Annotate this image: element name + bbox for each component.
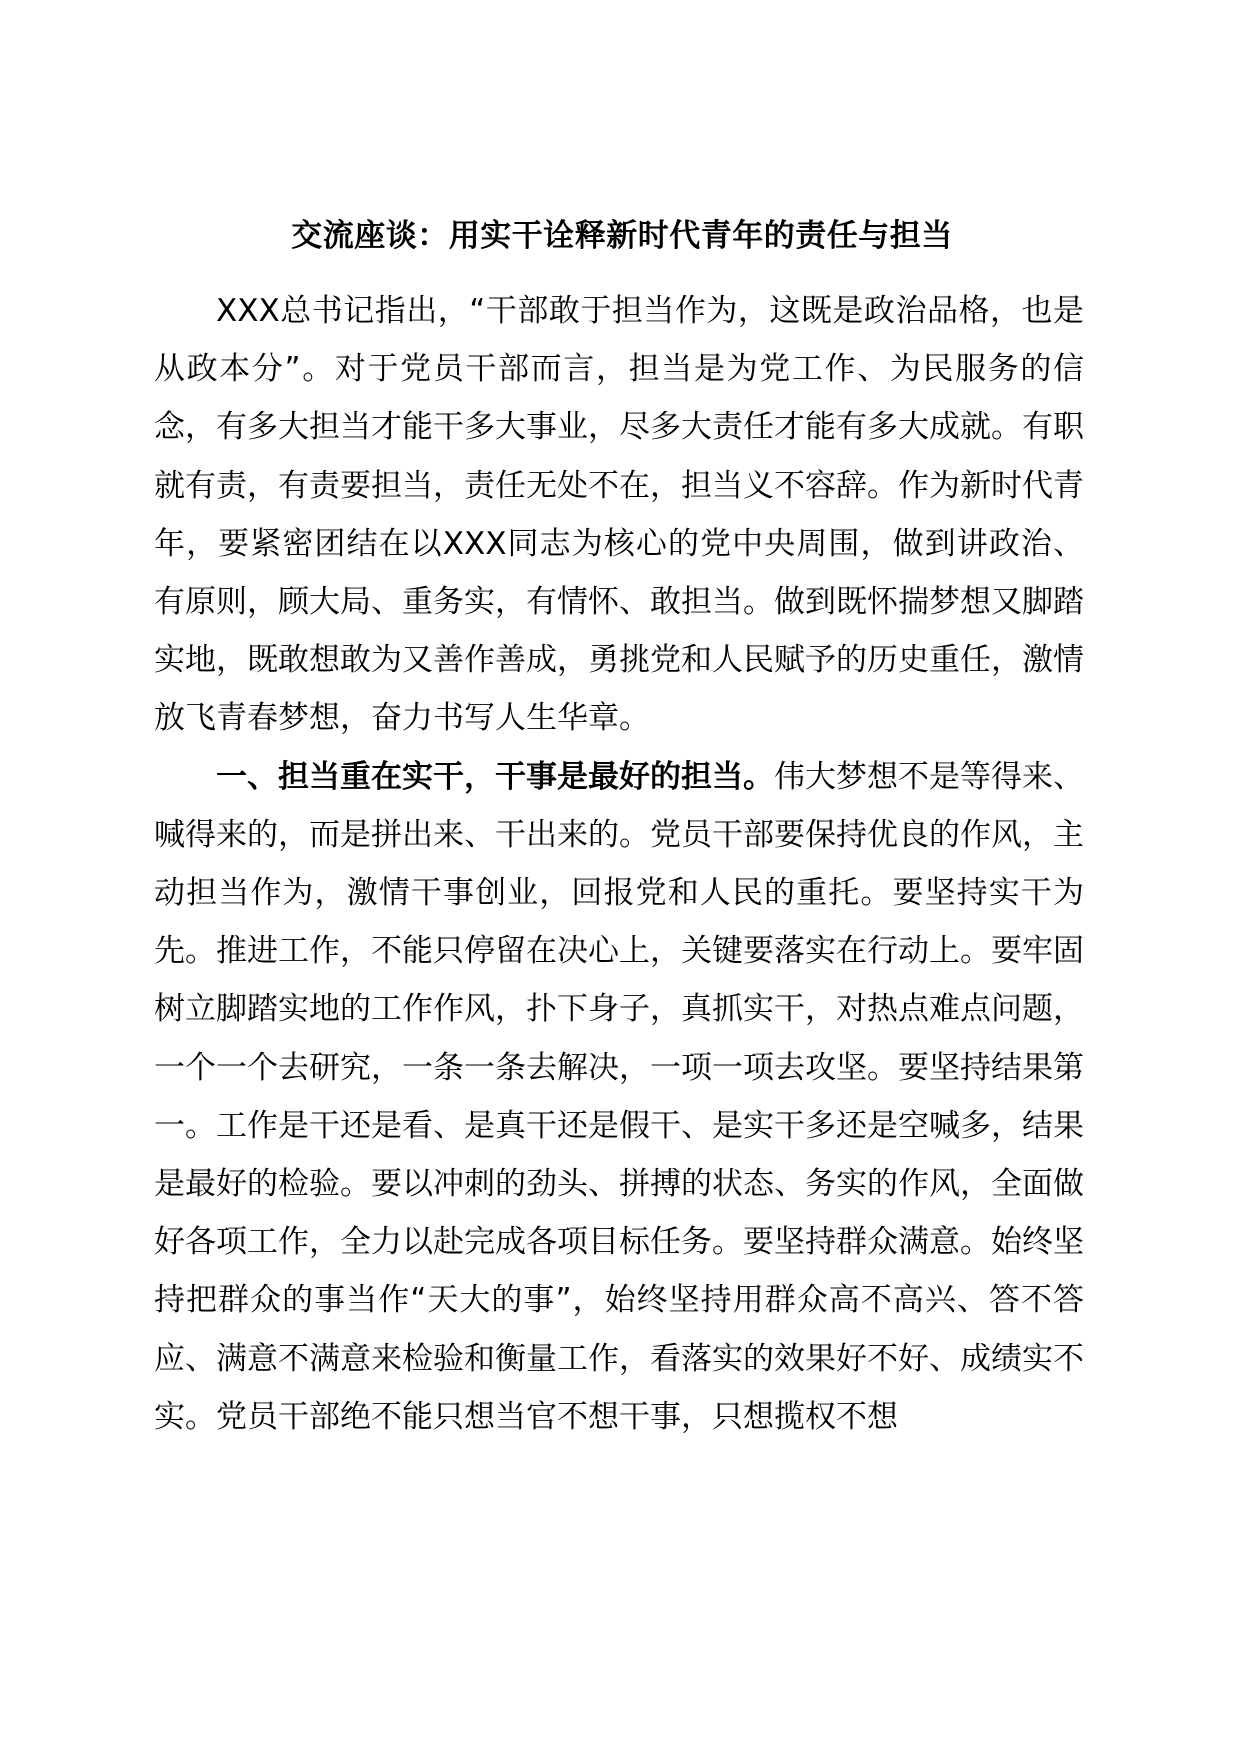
paragraph-text: XXX总书记指出，“干部敢于担当作为，这既是政治品格，也是从政本分”。对于党员干部而言，担当是为党工作、为民服务的信念，有多大担当才能干多大事业，尽多大责任才能有多大成就。有职就有责，有责要担当，责任无处不在，担当义不容辞。作为新时代青年，要紧密团结在以XXX同志为核心的党中央周围，做到讲政治、有原则，顾大局、重务实，有情怀、敢担当。做到既怀揣梦想又脚踏实地，既敢想敢为又善作善成，勇挑党和人民赋予的历史重任，激情放飞青春梦想，奋力书写人生华章。 bbox=[154, 293, 1084, 737]
paragraph-text: 伟大梦想不是等得来、喊得来的，而是拼出来、干出来的。党员干部要保持优良的作风，主动担当作为，激情干事创业，回报党和人民的重托。要坚持实干为先。推进工作，不能只停留在决心上，关键要落实在行动上。要牢固树立脚踏实地的工作作风，扑下身子，真抓实干，对热点难点问题，一个一个去研究，一条一条去解决，一项一项去攻坚。要坚持结果第一。工作是干还是看、是真干还是假干、是实干多还是空喊多，结果是最好的检验。要以冲刺的劲头、拼搏的状态、务实的作风，全面做好各项工作，全力以赴完成各项目标任务。要坚持群众满意。始终坚持把群众的事当作“天大的事”，始终坚持用群众高不高兴、答不答应、满意不满意来检验和衡量工作，看落实的效果好不好、成绩实不实。党员干部绝不能只想当官不想干事，只想揽权不想 bbox=[154, 758, 1084, 1435]
document-body bbox=[154, 282, 1084, 1446]
paragraph-intro bbox=[154, 282, 1084, 748]
paragraph-section-1 bbox=[154, 748, 1084, 1446]
section-heading: 一、担当重在实干，干事是最好的担当。 bbox=[216, 758, 774, 795]
document-title: 交流座谈：用实干诠释新时代青年的责任与担当 bbox=[291, 218, 953, 254]
